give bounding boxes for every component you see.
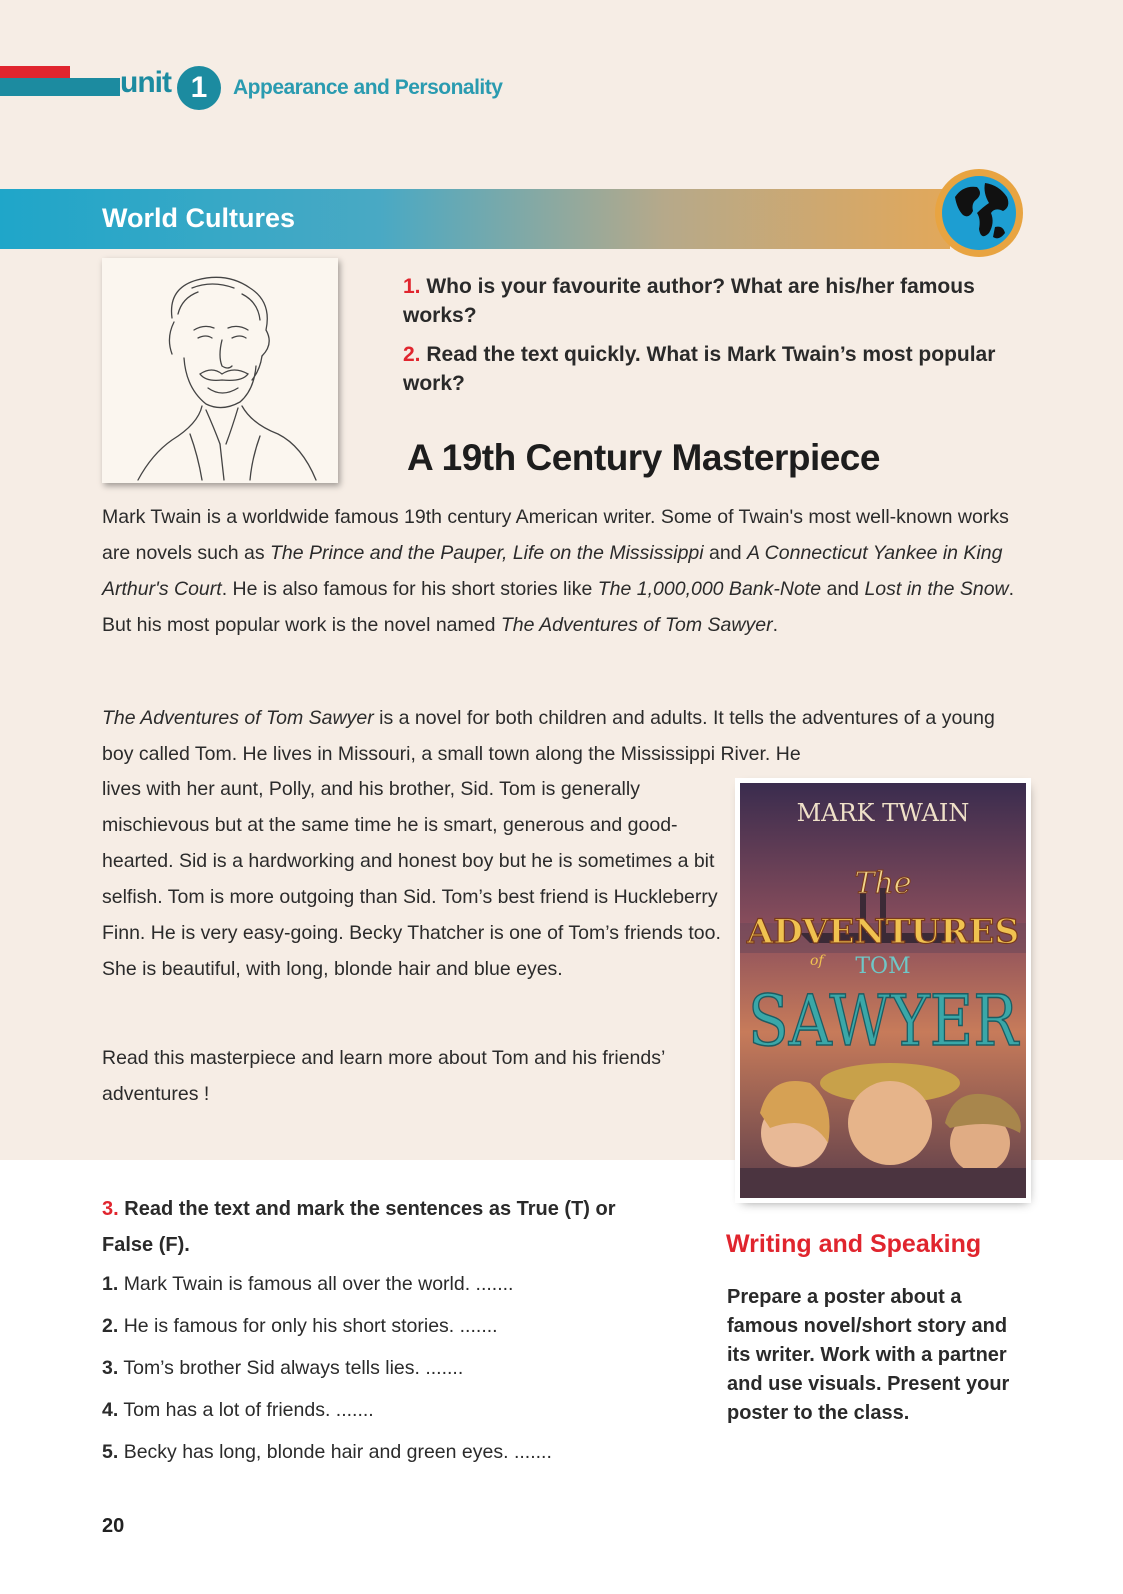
exercise-3-number: 3. (102, 1198, 119, 1220)
text-run: and (821, 578, 865, 600)
question-2-text: Read the text quickly. What is Mark Twain’s most popular work? (403, 343, 996, 395)
exercise-3-title (102, 1191, 662, 1263)
italic-title: The 1,000,000 Bank-Note (597, 578, 822, 600)
italic-title: A Connecticut Yankee in King Arthur's Court (102, 542, 1003, 600)
question-2-number: 2. (403, 343, 421, 366)
unit-number-badge: 1 (177, 66, 221, 110)
book-cover (740, 783, 1026, 1198)
paragraph-2-side: lives with her aunt, Polly, and his brother, Sid. Tom is generally mischievous but at the same time he is smart, generous and good-hearted. Sid is a hardworking and honest boy but he is sometimes a bit selfish. Tom is more outgoing than Sid. Tom’s best friend is Huckleberry Finn. He is very easy-going. Becky Thatcher is one of Tom’s friends too. She is beautiful, with long, blonde hair and blue eyes. (102, 778, 721, 980)
book-title-tom: TOM (855, 954, 911, 979)
book-title-sawyer: SAWYER (748, 980, 1020, 1062)
text-run: . (772, 614, 778, 636)
italic-title: The Adventures of Tom Sawyer (102, 707, 374, 729)
item-number: 5. (102, 1441, 119, 1463)
page-number: 20 (102, 1515, 125, 1537)
item-number: 1. (102, 1273, 119, 1295)
question-1-number: 1. (403, 275, 421, 298)
italic-title: The Prince and the Pauper, Life on the Mississippi (270, 542, 704, 564)
item-text: Becky has long, blonde hair and green eyes. ....... (123, 1441, 552, 1463)
item-text: Tom has a lot of friends. ....... (123, 1399, 374, 1421)
section-title: World Cultures (102, 203, 296, 233)
writing-speaking-title: Writing and Speaking (726, 1230, 982, 1258)
text-run: . But his most popular work is the novel named (102, 578, 1015, 636)
italic-title: The Adventures of Tom Sawyer (500, 614, 773, 636)
book-title-the: The (854, 866, 912, 901)
book-author: MARK TWAIN (796, 799, 970, 827)
tf-item-3 (102, 1357, 463, 1380)
book-title-adventures: ADVENTURES (746, 912, 1020, 952)
unit-label: unit (120, 66, 171, 99)
article-heading: A 19th Century Masterpiece (407, 437, 880, 478)
item-text: Tom’s brother Sid always tells lies. ....... (123, 1357, 464, 1379)
book-cover-art (740, 783, 1026, 1198)
unit-bar-teal (0, 78, 120, 96)
item-text: Mark Twain is famous all over the world. ....... (123, 1273, 514, 1295)
item-text: He is famous for only his short stories. ....... (123, 1315, 498, 1337)
paragraph-2-top (102, 700, 1020, 772)
question-2 (403, 340, 1023, 398)
text-run: and (703, 542, 747, 564)
exercise-3-instruction: Read the text and mark the sentences as True (T) or False (F). (102, 1198, 616, 1256)
mark-twain-sketch (102, 258, 338, 483)
tf-item-4 (102, 1399, 374, 1422)
question-1 (403, 272, 1023, 330)
text-run: Mark Twain is a worldwide famous 19th century American writer. Some of Twain's most well-known works are novels such as (102, 506, 1009, 564)
item-number: 2. (102, 1315, 119, 1337)
author-portrait (102, 258, 338, 483)
item-number: 4. (102, 1399, 119, 1421)
tf-item-5 (102, 1441, 552, 1464)
unit-title: Appearance and Personality (233, 76, 503, 99)
text-run: is a novel for both children and adults. It tells the adventures of a young boy called Tom. He lives in Missouri, a small town along the Mississippi River. He (102, 707, 995, 765)
question-1-text: Who is your favourite author? What are his/her famous works? (403, 275, 975, 327)
tf-item-2 (102, 1315, 498, 1338)
paragraph-1 (102, 499, 1020, 643)
writing-speaking-text: Prepare a poster about a famous novel/short story and its writer. Work with a partner and use visuals. Present your poster to the class. (727, 1286, 1010, 1424)
paragraph-3: Read this masterpiece and learn more about Tom and his friends’ adventures ! (102, 1047, 665, 1105)
tf-item-1 (102, 1273, 513, 1296)
book-title-of: of (810, 953, 824, 969)
globe-icon (933, 167, 1025, 259)
italic-title: Lost in the Snow (864, 578, 1009, 600)
item-number: 3. (102, 1357, 119, 1379)
unit-bar-red (0, 66, 70, 78)
text-run: . He is also famous for his short stories like (221, 578, 598, 600)
